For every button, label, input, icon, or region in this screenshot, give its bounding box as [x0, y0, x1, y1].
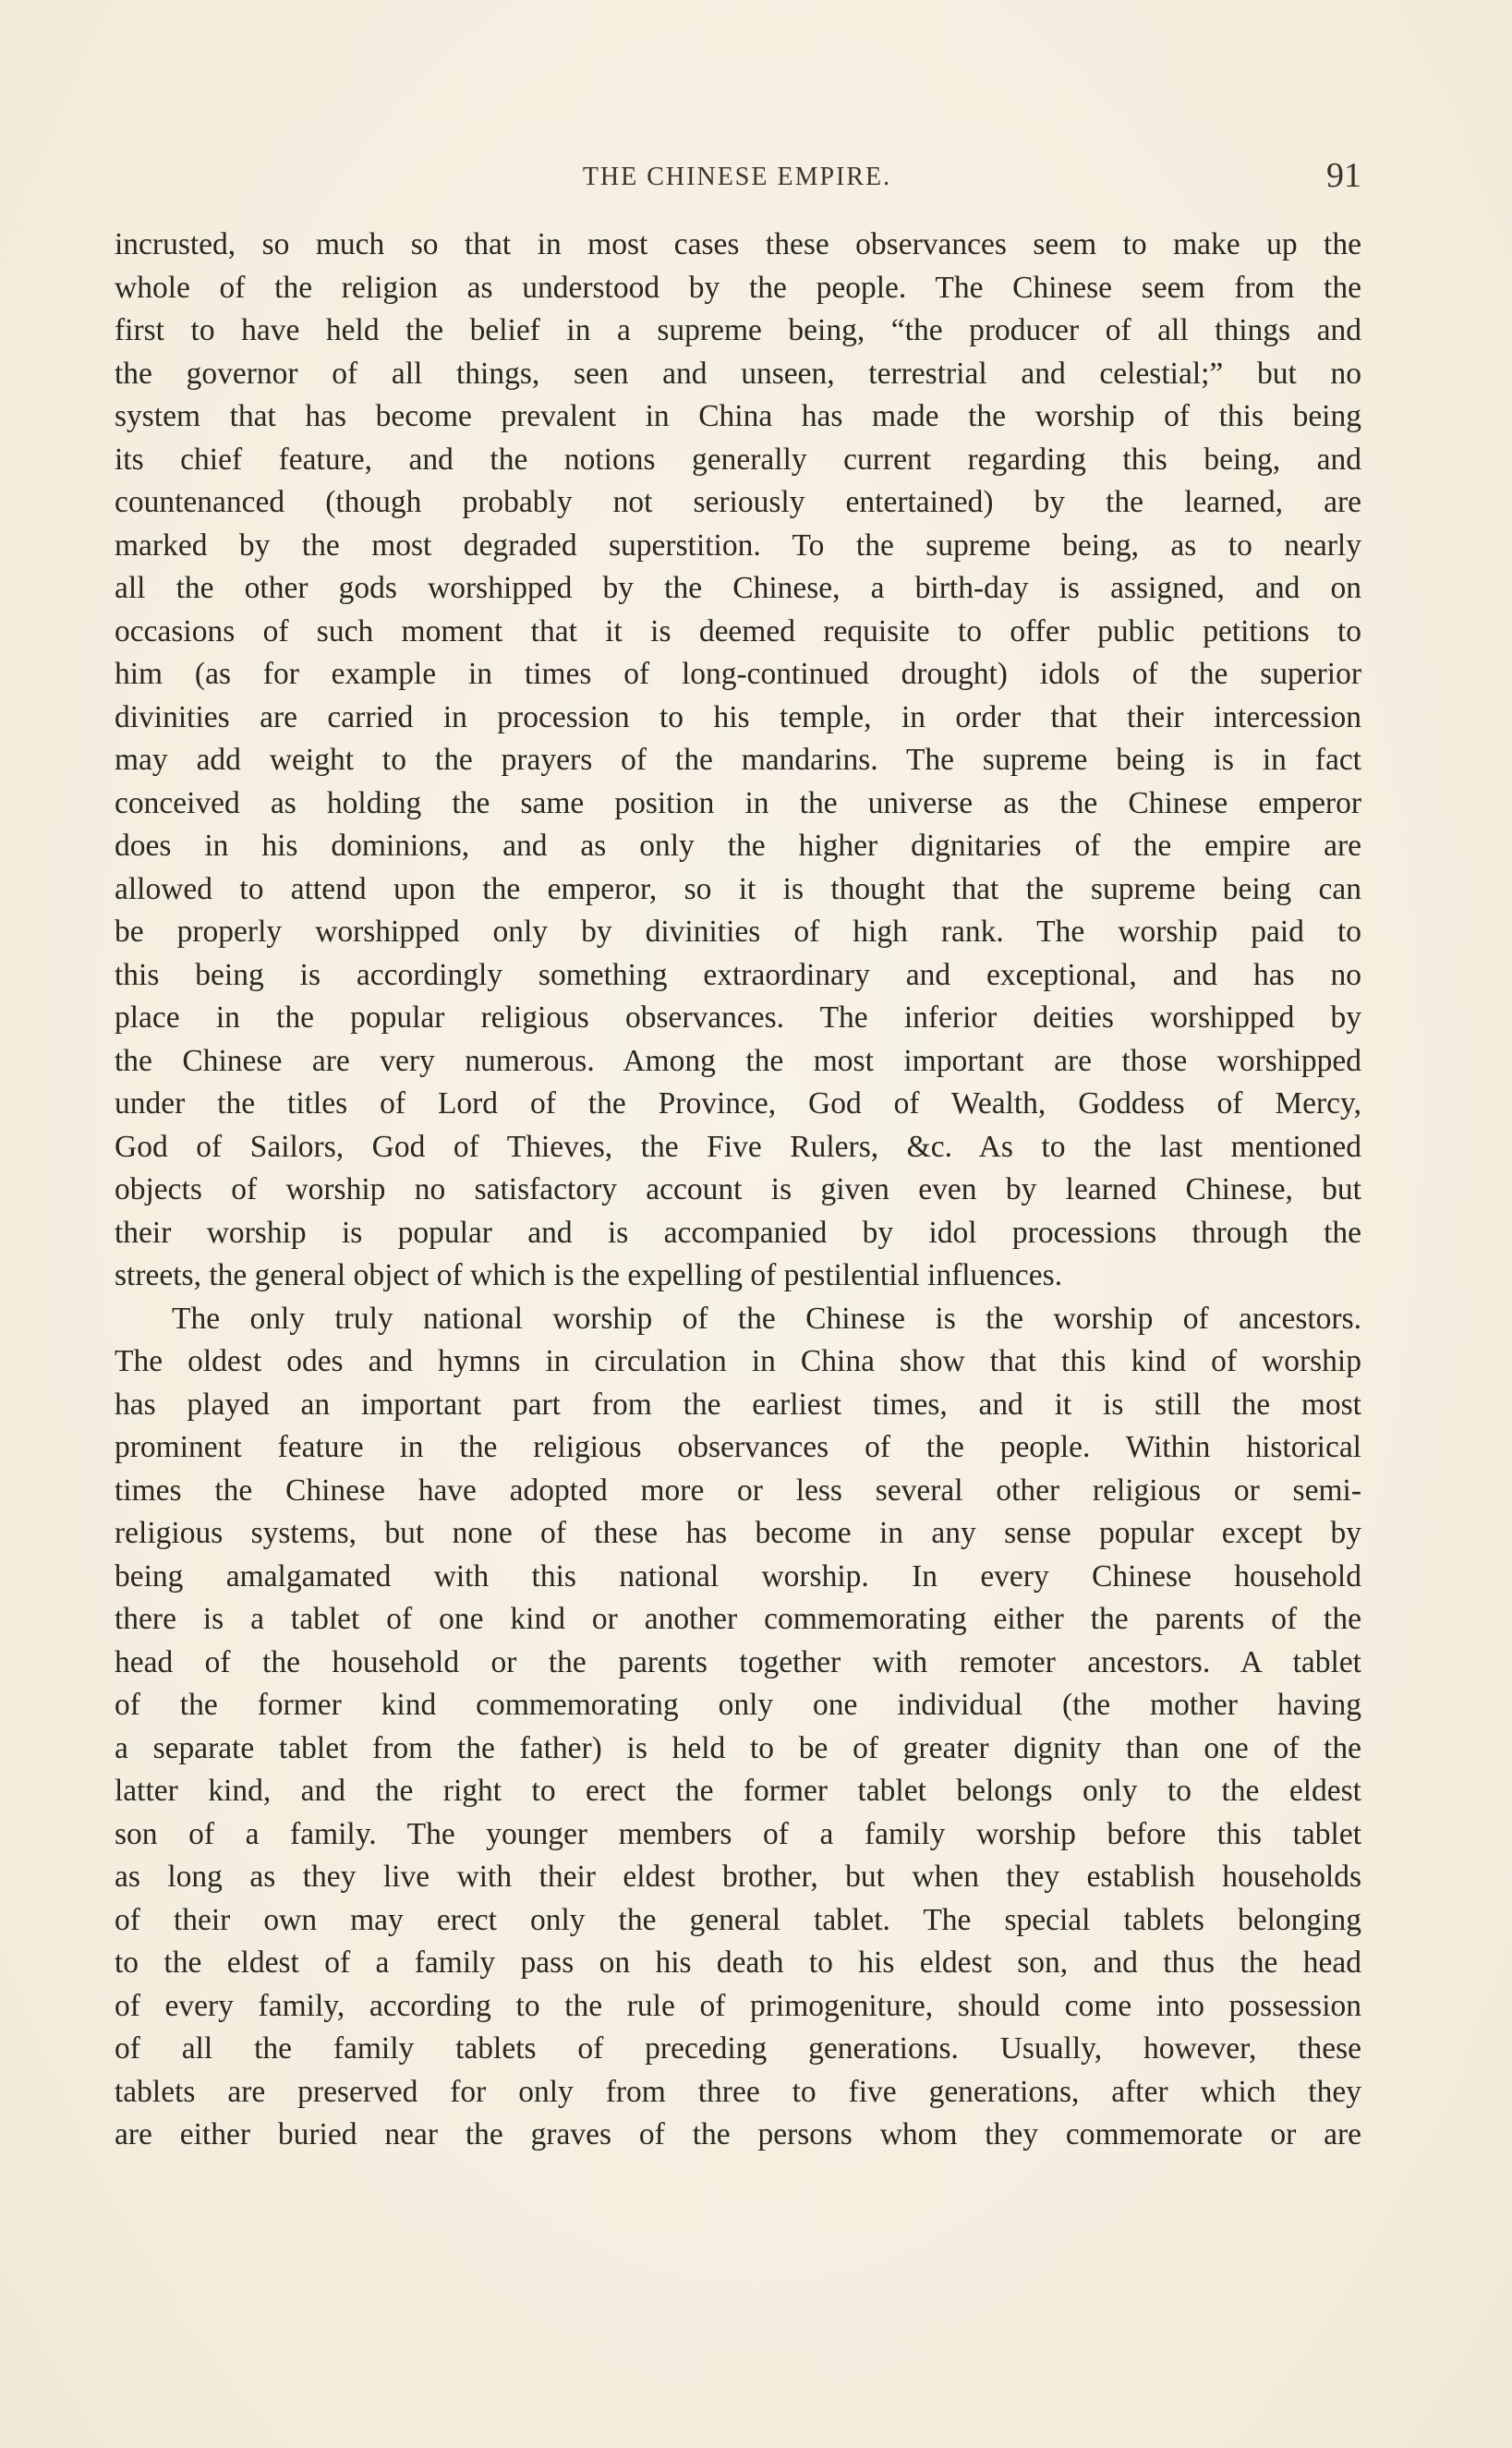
text-line: objects of worship no satisfactory account is given even by learned Chinese, but	[115, 1172, 1361, 1206]
text-line: incrusted, so much so that in most cases these observances seem to make up the	[115, 227, 1361, 261]
body-text	[115, 224, 1361, 2157]
text-line: divinities are carried in procession to his temple, in order that their intercession	[115, 699, 1361, 734]
text-line: their worship is popular and is accompanied by idol processions through the	[115, 1215, 1361, 1250]
running-title: THE CHINESE EMPIRE.	[582, 163, 892, 191]
text-line: being amalgamated with this national worship. In every Chinese household	[115, 1558, 1361, 1594]
text-line: be properly worshipped only by divinities of high rank. The worship paid to	[115, 915, 1361, 949]
text-line: times the Chinese have adopted more or less several other religious or semi-	[115, 1472, 1361, 1508]
text-line: first to have held the belief in a supreme being, “the producer of all things and	[115, 313, 1361, 347]
text-line: all the other gods worshipped by the Chinese, a birth-day is assigned, and on	[115, 571, 1361, 605]
text-line: a separate tablet from the father) is held to be of greater dignity than one of the	[115, 1730, 1361, 1765]
text-line: under the titles of Lord of the Province, God of Wealth, Goddess of Mercy,	[115, 1086, 1361, 1121]
text-line: its chief feature, and the notions generally current regarding this being, and	[115, 442, 1361, 477]
text-line: son of a family. The younger members of a family worship before this tablet	[115, 1816, 1361, 1851]
text-line: whole of the religion as understood by the people. The Chinese seem from the	[115, 270, 1361, 305]
text-line: occasions of such moment that it is deemed requisite to offer public petitions to	[115, 613, 1361, 648]
text-line: allowed to attend upon the emperor, so it is thought that the supreme being can	[115, 871, 1361, 906]
text-line: religious systems, but none of these has become in any sense popular except by	[115, 1516, 1361, 1550]
page-number: 91	[1326, 156, 1361, 195]
text-line: are either buried near the graves of the persons whom they commemorate or are	[115, 2117, 1361, 2151]
text-line: The only truly national worship of the Chinese is the worship of ancestors.	[172, 1301, 1361, 1336]
text-line: of the former kind commemorating only one individual (the mother having	[115, 1688, 1361, 1722]
text-line: may add weight to the prayers of the mandarins. The supreme being is in fact	[115, 743, 1361, 777]
text-line: as long as they live with their eldest brother, but when they establish households	[115, 1860, 1361, 1894]
text-line: there is a tablet of one kind or another commemorating either the parents of the	[115, 1602, 1361, 1636]
text-line: streets, the general object of which is the expelling of pestilential influences.	[115, 1258, 1063, 1292]
text-line: has played an important part from the earliest times, and it is still the most	[115, 1387, 1361, 1422]
text-line: this being is accordingly something extraordinary and exceptional, and has no	[115, 957, 1361, 992]
text-line: countenanced (though probably not seriously entertained) by the learned, are	[115, 485, 1361, 519]
text-line: to the eldest of a family pass on his death to his eldest son, and thus the head	[115, 1945, 1361, 1980]
text-line: prominent feature in the religious observances of the people. Within historical	[115, 1430, 1361, 1464]
page-header	[113, 155, 1361, 201]
text-line: of their own may erect only the general tablet. The special tablets belonging	[115, 1902, 1361, 1937]
text-line: the Chinese are very numerous. Among the most important are those worshipped	[115, 1043, 1361, 1078]
text-line: head of the household or the parents together with remoter ancestors. A tablet	[115, 1644, 1361, 1679]
text-line: God of Sailors, God of Thieves, the Five Rulers, &c. As to the last mentioned	[115, 1129, 1361, 1164]
text-line: marked by the most degraded superstition. To the supreme being, as to nearly	[115, 527, 1361, 563]
text-line: of every family, according to the rule of primogeniture, should come into possession	[115, 1988, 1361, 2023]
text-line: tablets are preserved for only from three to five generations, after which they	[115, 2074, 1361, 2109]
text-line: does in his dominions, and as only the higher dignitaries of the empire are	[115, 829, 1361, 863]
text-line: conceived as holding the same position in the universe as the Chinese emperor	[115, 785, 1361, 820]
text-line: system that has become prevalent in China has made the worship of this being	[115, 399, 1361, 433]
text-line: the governor of all things, seen and unseen, terrestrial and celestial;” but no	[115, 356, 1361, 391]
text-line: place in the popular religious observances. The inferior deities worshipped by	[115, 1000, 1361, 1035]
text-line: him (as for example in times of long-continued drought) idols of the superior	[115, 657, 1361, 691]
text-line: The oldest odes and hymns in circulation in China show that this kind of worship	[115, 1344, 1361, 1378]
text-line: latter kind, and the right to erect the former tablet belongs only to the eldest	[115, 1774, 1361, 1808]
text-line: of all the family tablets of preceding generations. Usually, however, these	[115, 2031, 1361, 2066]
